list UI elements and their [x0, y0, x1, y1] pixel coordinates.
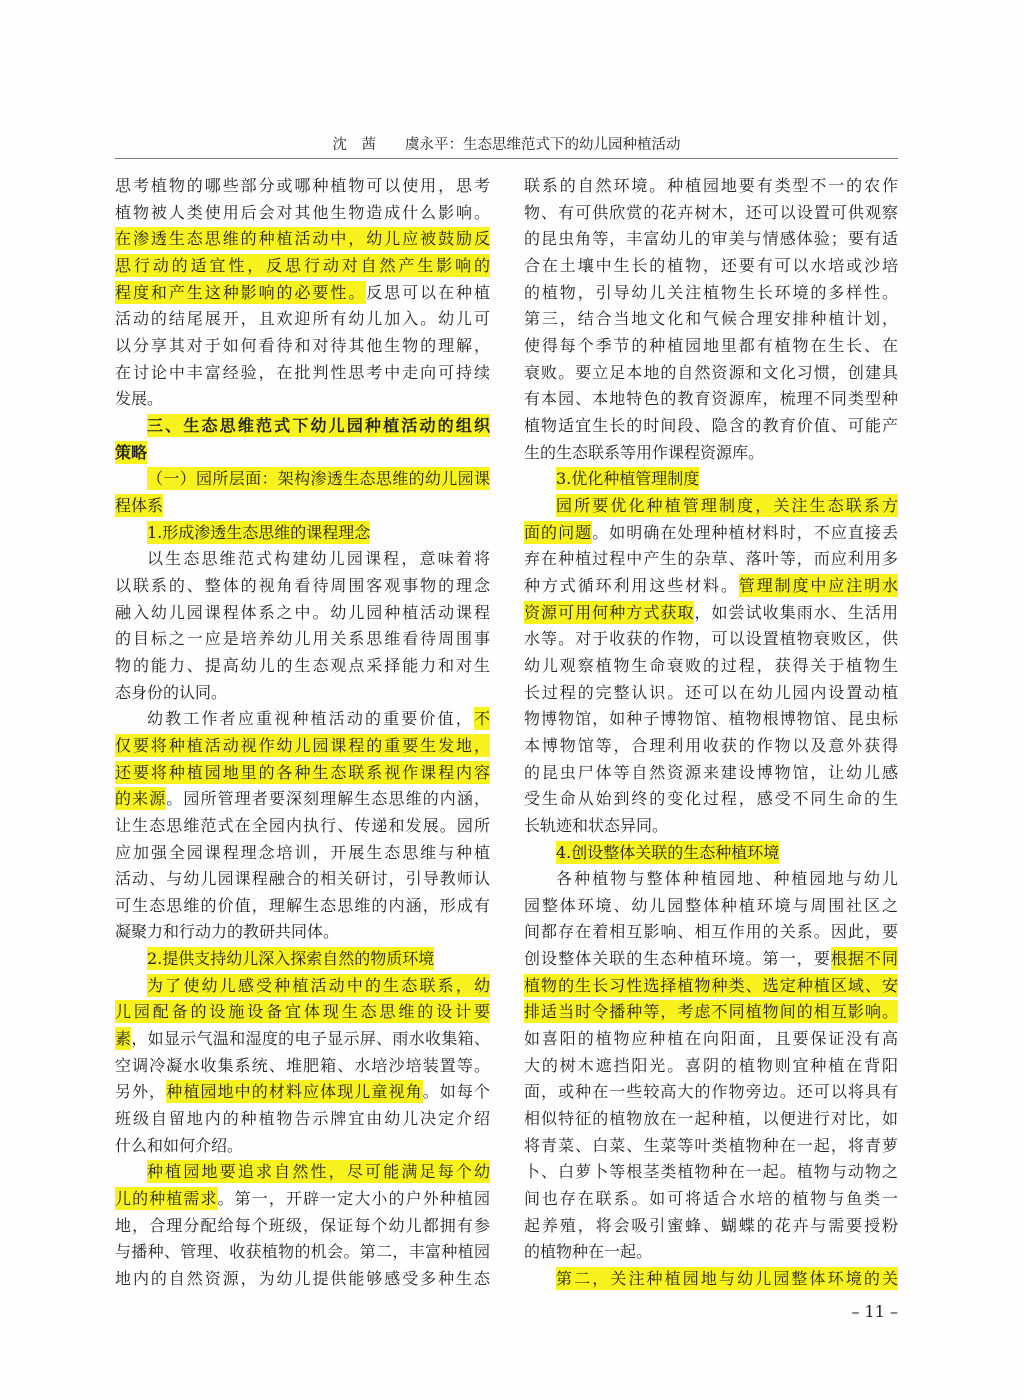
text-run: 地，合理分配给每个班级，保证每个幼儿都拥有参 — [115, 1215, 490, 1235]
text-run: 融入幼儿园课程体系之中。幼儿园种植活动课程 — [115, 602, 490, 622]
paragraph-line — [115, 200, 490, 227]
text-run: 联系的自然环境。种植园地要有类型不一的农作 — [524, 176, 898, 195]
paragraph-line — [115, 1026, 490, 1053]
text-run: 。如每个 — [422, 1082, 490, 1102]
text-run: 生的生态联系等用作课程资源库。 — [524, 442, 765, 462]
paragraph-line — [524, 1186, 898, 1213]
paragraph-line — [524, 946, 898, 973]
text-run: 的昆虫角等，丰富幼儿的审美与情感体验；要有适 — [524, 229, 898, 249]
highlighted-text: 为了使幼儿感受种植活动中的生态联系，幼 — [147, 975, 490, 995]
text-run: 。第一，开辟一定大小的户外种植园 — [217, 1189, 490, 1209]
minor-heading-line — [524, 466, 898, 493]
text-run: 间也存在联系。如可将适合水培的植物与鱼类一 — [524, 1189, 898, 1209]
text-run: 让生态思维范式在全园内执行、传递和发展。园所 — [115, 815, 490, 835]
right-column — [524, 173, 898, 1298]
paragraph-line — [524, 653, 898, 680]
paragraph-line — [115, 1079, 490, 1106]
text-run: 受生命从始到终的变化过程，感受不同生命的生 — [524, 789, 898, 809]
paragraph-line — [524, 360, 898, 387]
text-run: 有本园、本地特色的教育资源库，梳理不同类型种 — [524, 389, 898, 409]
text-run: 物博物馆，如种子博物馆、植物根博物馆、昆虫标 — [524, 709, 898, 729]
paragraph-line — [115, 786, 490, 813]
text-run: 什么和如何介绍。 — [115, 1135, 244, 1155]
highlighted-text: 程度和产生这种影响的必要性。 — [115, 282, 367, 302]
highlighted-text: 4.创设整体关联的生态种植环境 — [556, 842, 780, 862]
text-run: 水等。对于收获的作物，可以设置植物衰败区，供 — [524, 629, 898, 649]
paragraph-line — [524, 813, 898, 840]
highlighted-text: 的来源 — [115, 789, 167, 809]
minor-heading-line — [524, 840, 898, 867]
text-run: 应加强全园课程理念培训，开展生态思维与种植 — [115, 842, 490, 862]
paragraph-line — [524, 546, 898, 573]
paragraph-line — [115, 653, 490, 680]
highlighted-text: 种植园地要追求自然性，尽可能满足每个幼 — [147, 1162, 490, 1182]
paragraph-line — [524, 893, 898, 920]
text-run: 活动、与幼儿园课程融合的相关研讨，引导教师认 — [115, 869, 490, 889]
highlighted-text: 在渗透生态思维的种植活动中，幼儿应被鼓励反 — [115, 229, 490, 249]
text-run: 使得每个季节的种植园地里都有植物在生长、在 — [524, 335, 898, 355]
paragraph-line — [115, 573, 490, 600]
text-run: 空调冷凝水收集系统、堆肥箱、水培沙培装置等。 — [115, 1055, 490, 1075]
paragraph-line — [524, 760, 898, 787]
text-run: 幼教工作者应重视种植活动的重要价值， — [147, 709, 474, 729]
paragraph-line — [115, 973, 490, 1000]
highlighted-text: 儿的种植需求 — [115, 1189, 218, 1209]
paragraph-line — [115, 813, 490, 840]
paragraph-line — [115, 333, 490, 360]
paragraph-line — [115, 680, 490, 707]
text-run: 另外， — [115, 1082, 167, 1102]
text-run: 地内的自然资源，为幼儿提供能够感受多种生态 — [115, 1269, 490, 1289]
highlighted-text: 面的问题 — [524, 522, 593, 542]
paragraph-line — [524, 573, 898, 600]
text-run: ，如尝试收集雨水、生活用 — [694, 602, 898, 622]
left-column — [115, 173, 490, 1298]
text-run: 可生态思维的价值，理解生态思维的内涵，形成有 — [115, 895, 490, 915]
highlighted-text: 排适当时令播种等，考虑不同植物间的相互影响。 — [524, 1002, 898, 1022]
paragraph-line — [115, 280, 490, 307]
text-run: 面，或种在一些较高大的作物旁边。还可以将具有 — [524, 1082, 898, 1102]
text-run: 。如明确在处理种植材料时，不应直接丢 — [592, 522, 898, 542]
text-run: 的植物种在一起。 — [524, 1242, 653, 1262]
section-heading-line — [115, 413, 490, 440]
highlighted-text: 园所要优化种植管理制度，关注生态联系方 — [556, 495, 898, 515]
text-run: ，如显示气温和湿度的电子显示屏、雨水收集箱、 — [131, 1029, 490, 1049]
text-run: 起养殖，将会吸引蜜蜂、蝴蝶的花卉与需要授粉 — [524, 1215, 898, 1235]
paragraph-line — [115, 386, 490, 413]
paragraph-line — [524, 200, 898, 227]
paragraph-line — [115, 840, 490, 867]
text-run: 创设整体关联的生态种植环境。第一，要 — [524, 949, 831, 969]
highlighted-text: 1.形成渗透生态思维的课程理念 — [147, 522, 371, 542]
paragraph-line — [524, 1079, 898, 1106]
paragraph-line — [524, 1133, 898, 1160]
text-run: 思考植物的哪些部分或哪种植物可以使用，思考 — [115, 176, 490, 195]
highlighted-text: 3.优化种植管理制度 — [556, 469, 700, 489]
paragraph-line — [115, 546, 490, 573]
paragraph-line — [524, 866, 898, 893]
text-run: 本博物馆等，合理利用收获的作物以及意外获得 — [524, 735, 898, 755]
highlighted-text: 资源可用何种方式获取 — [524, 602, 695, 622]
paragraph-line — [524, 1266, 898, 1293]
paragraph-line — [524, 440, 898, 467]
paragraph-line — [115, 1106, 490, 1133]
text-run: 大的树木遮挡阳光。喜阴的植物则宜种植在背阳 — [524, 1055, 898, 1075]
running-head: 沈 茜 虞永平：生态思维范式下的幼儿园种植活动 — [332, 137, 681, 153]
paragraph-line — [524, 600, 898, 627]
paragraph-line — [115, 306, 490, 333]
paragraph-line — [115, 1266, 490, 1293]
section-heading-line — [115, 440, 490, 467]
text-run: 以联系的、整体的视角看待周围客观事物的理念 — [115, 575, 490, 595]
text-run: 以分享其对于如何看待和对待其他生物的理解， — [115, 335, 490, 355]
paragraph-line — [115, 1053, 490, 1080]
paragraph-line — [524, 280, 898, 307]
paragraph-line — [115, 226, 490, 253]
paragraph-line — [115, 253, 490, 280]
text-run: 物的能力、提高幼儿的生态观点采择能力和对生 — [115, 655, 490, 675]
text-run: 植物被人类使用后会对其他生物造成什么影响。 — [115, 202, 490, 222]
minor-heading-line — [115, 520, 490, 547]
paragraph-line — [524, 706, 898, 733]
paragraph-line — [115, 733, 490, 760]
text-run: 物、有可供欣赏的花卉树木，还可以设置可供观察 — [524, 202, 898, 222]
highlighted-text: 思行动的适宜性，反思行动对自然产生影响的 — [115, 255, 490, 275]
highlighted-text: 管理制度中应注明水 — [738, 575, 898, 595]
text-run: 园整体环境、幼儿园整体种植环境与周围社区之 — [524, 895, 898, 915]
paragraph-line — [115, 999, 490, 1026]
subsection-heading-line — [115, 493, 490, 520]
paragraph-line — [524, 1026, 898, 1053]
paragraph-line — [524, 413, 898, 440]
text-run: 植物适宜生长的时间段、隐含的教育价值、可能产 — [524, 415, 898, 435]
highlighted-text: 还要将种植园地里的各种生态联系视作课程内容 — [115, 762, 490, 782]
paragraph-line — [115, 706, 490, 733]
highlighted-text: 策略 — [115, 442, 148, 462]
text-run: 班级自留地内的种植物告示牌宜由幼儿决定介绍 — [115, 1109, 490, 1129]
text-run: 合在土壤中生长的植物，还要有可以水培或沙培 — [524, 255, 898, 275]
text-run: 间都存在着相互影响、相互作用的关系。因此，要 — [524, 922, 898, 942]
paragraph-line — [115, 760, 490, 787]
text-run: 发展。 — [115, 389, 164, 409]
paragraph-line — [524, 173, 898, 200]
paragraph-line — [524, 999, 898, 1026]
paragraph-line — [524, 520, 898, 547]
paragraph-line — [524, 626, 898, 653]
paragraph-line — [115, 173, 490, 200]
text-run: 的昆虫尸体等自然资源来建设博物馆，让幼儿感 — [524, 762, 898, 782]
paragraph-line — [115, 360, 490, 387]
paragraph-line — [115, 1133, 490, 1160]
text-run: 第三，结合当地文化和气候合理安排种植计划， — [524, 309, 898, 329]
highlighted-text: 程体系 — [115, 495, 164, 515]
paragraph-line — [524, 733, 898, 760]
paragraph-line — [524, 493, 898, 520]
highlighted-text: 素 — [115, 1029, 132, 1049]
paragraph-line — [115, 626, 490, 653]
text-run: 如喜阳的植物应种植在向阳面，且要保证没有高 — [524, 1029, 898, 1049]
paragraph-line — [524, 1106, 898, 1133]
text-run: 将青菜、白菜、生菜等叶类植物种在一起，将青萝 — [524, 1135, 898, 1155]
minor-heading-line — [115, 946, 490, 973]
paragraph-line — [115, 866, 490, 893]
text-run: 种方式循环利用这些材料。 — [524, 575, 739, 595]
paragraph-line — [524, 1239, 898, 1266]
highlighted-text: （一）园所层面：架构渗透生态思维的幼儿园课 — [147, 469, 490, 489]
text-run: 活动的结尾展开，且欢迎所有幼儿加入。幼儿可 — [115, 309, 490, 329]
text-run: 卜、白萝卜等根茎类植物种在一起。植物与动物之 — [524, 1162, 898, 1182]
page-number: – 11 – — [851, 1302, 898, 1321]
highlighted-text: 儿园配备的设施设备宜体现生态思维的设计要 — [115, 1002, 490, 1022]
paragraph-line — [524, 1053, 898, 1080]
text-run: 与播种、管理、收获植物的机会。第二，丰富种植园 — [115, 1242, 490, 1262]
text-run: 长轨迹和状态异同。 — [524, 815, 669, 835]
text-run: 。园所管理者要深刻理解生态思维的内涵， — [166, 789, 490, 809]
paragraph-line — [524, 226, 898, 253]
paragraph-line — [115, 600, 490, 627]
paragraph-line — [115, 1213, 490, 1240]
paragraph-line — [524, 333, 898, 360]
paragraph-line — [524, 680, 898, 707]
text-run: 衰败。要立足本地的自然资源和文化习惯，创建具 — [524, 362, 898, 382]
text-run: 的目标之一应是培养幼儿用关系思维看待周围事 — [115, 629, 490, 649]
highlighted-text: 根据不同 — [830, 949, 898, 969]
paragraph-line — [524, 973, 898, 1000]
text-run: 在讨论中丰富经验，在批判性思考中走向可持续 — [115, 362, 490, 382]
paragraph-line — [524, 1159, 898, 1186]
paragraph-line — [524, 306, 898, 333]
highlighted-text: 不 — [473, 709, 490, 729]
paragraph-line — [115, 1186, 490, 1213]
highlighted-text: 2.提供支持幼儿深入探索自然的物质环境 — [147, 949, 435, 969]
paragraph-line — [524, 386, 898, 413]
paragraph-line — [115, 1239, 490, 1266]
text-run: 的植物，引导幼儿关注植物生长环境的多样性。 — [524, 282, 898, 302]
paragraph-line — [524, 786, 898, 813]
text-run: 以生态思维范式构建幼儿园课程，意味着将 — [147, 549, 490, 569]
paragraph-line — [115, 893, 490, 920]
text-run: 态身份的认同。 — [115, 682, 228, 702]
text-run: 幼儿观察植物生命衰败的过程，获得关于植物生 — [524, 655, 898, 675]
highlighted-text: 仅要将种植活动视作幼儿园课程的重要生发地， — [115, 735, 490, 755]
subsection-heading-line — [115, 466, 490, 493]
text-run: 凝聚力和行动力的教研共同体。 — [115, 922, 340, 942]
text-run: 各种植物与整体种植园地、种植园地与幼儿 — [556, 869, 898, 889]
text-run: 相似特征的植物放在一起种植，以便进行对比，如 — [524, 1109, 898, 1129]
text-run: 长过程的完整认识。还可以在幼儿园内设置动植 — [524, 682, 898, 702]
text-run: 反思可以在种植 — [366, 282, 490, 302]
highlighted-text: 种植园地中的材料应体现儿童视角 — [166, 1082, 423, 1102]
highlighted-text: 植物的生长习性选择植物种类、选定种植区域、安 — [524, 975, 898, 995]
highlighted-text: 三、生态思维范式下幼儿园种植活动的组织 — [147, 415, 490, 435]
paragraph-line — [524, 1213, 898, 1240]
text-run: 弃在种植过程中产生的杂草、落叶等，而应利用多 — [524, 549, 898, 569]
header-rule — [115, 158, 898, 159]
paragraph-line — [524, 253, 898, 280]
paragraph-line — [115, 919, 490, 946]
paragraph-line — [115, 1159, 490, 1186]
paragraph-line — [524, 919, 898, 946]
highlighted-text: 第二，关注种植园地与幼儿园整体环境的关 — [556, 1269, 898, 1289]
